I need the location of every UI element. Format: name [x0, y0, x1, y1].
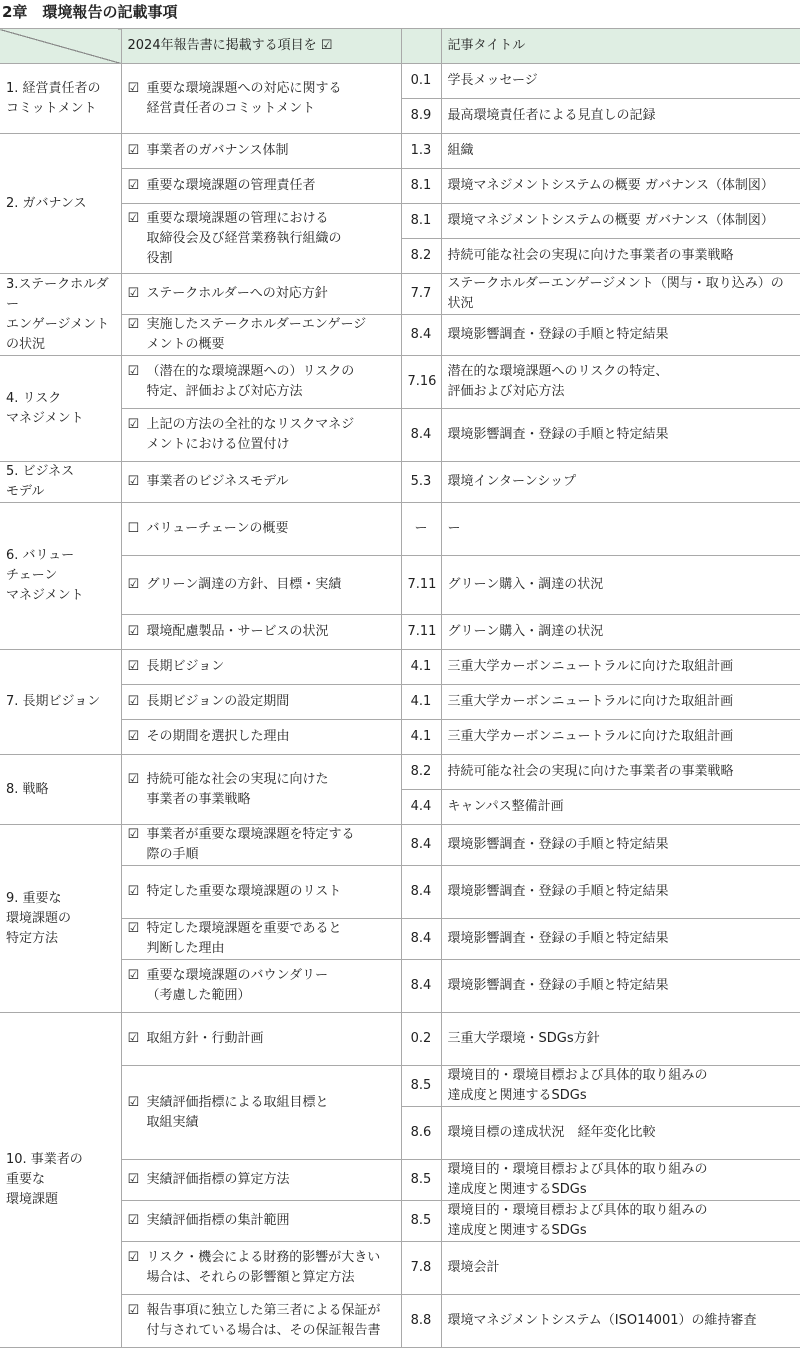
item-cell — [121, 615, 401, 650]
section-number: 7.16 — [401, 356, 441, 409]
table-row — [0, 64, 800, 99]
article-title: グリーン購入・調達の状況 — [441, 615, 800, 650]
category-cell — [0, 356, 121, 462]
item-cell — [121, 650, 401, 685]
table-body — [0, 64, 800, 1348]
item-cell — [121, 1013, 401, 1066]
category-cell — [0, 462, 121, 503]
header-corner-cell — [0, 29, 121, 64]
table-row — [0, 356, 800, 409]
section-number: 0.2 — [401, 1013, 441, 1066]
item-text: その期間を選択した理由 — [146, 729, 290, 744]
checked-checkbox-icon: ☑ — [127, 659, 140, 674]
article-title: 学長メッセージ — [441, 64, 800, 99]
article-title: 三重大学カーボンニュートラルに向けた取組計画 — [441, 685, 800, 720]
item-cell — [121, 462, 401, 503]
checked-checkbox-icon: ☑ — [127, 771, 140, 787]
category-label: 5. ビジネス モデル — [6, 464, 75, 499]
checked-checkbox-icon: ☑ — [127, 729, 140, 744]
section-number: 7.11 — [401, 556, 441, 615]
article-title: 環境目的・環境目標および具体的取り組みの 達成度と関連するSDGs — [441, 1066, 800, 1107]
item-cell — [121, 1066, 401, 1160]
article-title: 環境影響調査・登録の手順と特定結果 — [441, 866, 800, 919]
category-label: 6. バリュー チェーン マネジメント — [6, 548, 84, 603]
section-number: 4.1 — [401, 650, 441, 685]
item-cell — [121, 503, 401, 556]
item-text: 事業者が重要な環境課題を特定する 際の手順 — [146, 827, 355, 862]
item-text: 事業者のガバナンス体制 — [146, 143, 289, 158]
item-cell — [121, 960, 401, 1013]
section-number: 8.8 — [401, 1295, 441, 1348]
section-number: 8.1 — [401, 204, 441, 239]
article-title: ステークホルダーエンゲージメント（関与・取り込み）の状況 — [441, 274, 800, 315]
checked-checkbox-icon: ☑ — [127, 474, 140, 489]
table-row — [0, 134, 800, 169]
section-number: 8.4 — [401, 919, 441, 960]
article-title: 環境マネジメントシステムの概要 ガバナンス（体制図） — [441, 169, 800, 204]
section-number: 0.1 — [401, 64, 441, 99]
checked-checkbox-icon: ☑ — [127, 1250, 140, 1265]
unchecked-checkbox-icon: ☐ — [127, 521, 140, 536]
item-cell — [121, 685, 401, 720]
category-label: 7. 長期ビジョン — [6, 694, 101, 709]
section-number: 5.3 — [401, 462, 441, 503]
item-text: グリーン調達の方針、目標・実績 — [146, 577, 342, 592]
category-cell — [0, 1013, 121, 1348]
category-cell — [0, 650, 121, 755]
section-number: 8.2 — [401, 755, 441, 790]
article-title: 環境影響調査・登録の手順と特定結果 — [441, 919, 800, 960]
article-title: 三重大学カーボンニュートラルに向けた取組計画 — [441, 720, 800, 755]
article-title: 環境影響調査・登録の手順と特定結果 — [441, 315, 800, 356]
category-label: 2. ガバナンス — [6, 195, 87, 211]
checked-checkbox-icon: ☑ — [127, 921, 140, 936]
item-text: 上記の方法の全社的なリスクマネジ メントにおける位置付け — [146, 417, 355, 452]
item-cell — [121, 1295, 401, 1348]
item-cell — [121, 274, 401, 315]
item-text: 特定した環境課題を重要であると 判断した理由 — [146, 921, 342, 956]
table-row — [0, 755, 800, 790]
category-cell — [0, 274, 121, 356]
section-number: 8.9 — [401, 99, 441, 134]
checked-checkbox-icon: ☑ — [127, 178, 140, 193]
table-row — [0, 462, 800, 503]
report-items-table — [0, 28, 800, 1348]
item-cell — [121, 169, 401, 204]
article-title: 三重大学環境・SDGs方針 — [441, 1013, 800, 1066]
article-title: 持続可能な社会の実現に向けた事業者の事業戦略 — [441, 239, 800, 274]
item-cell — [121, 919, 401, 960]
item-cell — [121, 720, 401, 755]
item-text: 取組方針・行動計画 — [146, 1031, 264, 1046]
article-title: 環境目的・環境目標および具体的取り組みの 達成度と関連するSDGs — [441, 1160, 800, 1201]
category-cell — [0, 134, 121, 274]
article-title: 三重大学カーボンニュートラルに向けた取組計画 — [441, 650, 800, 685]
section-number: 7.7 — [401, 274, 441, 315]
item-text: 重要な環境課題の管理責任者 — [146, 178, 316, 193]
item-cell — [121, 356, 401, 409]
item-text: 実績評価指標の集計範囲 — [146, 1213, 290, 1228]
section-number: 8.5 — [401, 1066, 441, 1107]
article-title: ー — [441, 503, 800, 556]
section-number: 4.1 — [401, 720, 441, 755]
item-text: ステークホルダーへの対応方針 — [146, 286, 328, 301]
checked-checkbox-icon: ☑ — [127, 884, 140, 899]
checked-checkbox-icon: ☑ — [127, 1213, 140, 1228]
table-header-row — [0, 29, 800, 64]
item-text: バリューチェーンの概要 — [146, 521, 289, 536]
checked-checkbox-icon: ☑ — [127, 694, 140, 709]
item-text: 長期ビジョン — [146, 659, 225, 674]
checked-checkbox-icon: ☑ — [127, 1172, 140, 1187]
article-title: 持続可能な社会の実現に向けた事業者の事業戦略 — [441, 755, 800, 790]
item-text: リスク・機会による財務的影響が大きい 場合は、それらの影響額と算定方法 — [146, 1250, 381, 1285]
category-label: 9. 重要な 環境課題の 特定方法 — [6, 890, 72, 946]
section-number: 8.4 — [401, 825, 441, 866]
checked-checkbox-icon: ☑ — [127, 577, 140, 592]
table-row — [0, 503, 800, 556]
article-title: 環境マネジメントシステム（ISO14001）の維持審査 — [441, 1295, 800, 1348]
category-cell — [0, 64, 121, 134]
section-number: 7.11 — [401, 615, 441, 650]
item-text: 持続可能な社会の実現に向けた 事業者の事業戦略 — [146, 771, 329, 807]
category-label: 3.ステークホルダー エンゲージメント の状況 — [6, 276, 110, 352]
item-text: 重要な環境課題への対応に関する 経営責任者のコミットメント — [146, 80, 342, 116]
article-title: 環境影響調査・登録の手順と特定結果 — [441, 409, 800, 462]
item-cell — [121, 825, 401, 866]
item-cell — [121, 134, 401, 169]
checked-checkbox-icon: ☑ — [127, 1303, 140, 1318]
item-cell — [121, 866, 401, 919]
category-label: 1. 経営責任者の コミットメント — [6, 80, 101, 116]
article-title: 潜在的な環境課題へのリスクの特定、 評価および対応方法 — [441, 356, 800, 409]
article-title: 環境会計 — [441, 1242, 800, 1295]
section-number: 7.8 — [401, 1242, 441, 1295]
table-row — [0, 1013, 800, 1066]
checked-checkbox-icon: ☑ — [127, 364, 140, 379]
article-title: 環境目的・環境目標および具体的取り組みの 達成度と関連するSDGs — [441, 1201, 800, 1242]
section-number: 8.6 — [401, 1107, 441, 1160]
article-title: 環境マネジメントシステムの概要 ガバナンス（体制図） — [441, 204, 800, 239]
section-number: ー — [401, 503, 441, 556]
category-cell — [0, 825, 121, 1013]
page-title: 2章 環境報告の記載事項 — [2, 3, 178, 21]
section-number: 8.4 — [401, 960, 441, 1013]
item-text: 実績評価指標による取組目標と 取組実績 — [146, 1094, 329, 1130]
section-number: 8.5 — [401, 1201, 441, 1242]
checked-checkbox-icon: ☑ — [127, 417, 140, 432]
item-cell — [121, 755, 401, 825]
article-title: 環境目標の達成状況 経年変化比較 — [441, 1107, 800, 1160]
table-row — [0, 274, 800, 315]
header-number-column — [401, 29, 441, 64]
section-number: 8.4 — [401, 409, 441, 462]
table-row — [0, 825, 800, 866]
item-text: （潜在的な環境課題への）リスクの 特定、評価および対応方法 — [146, 364, 355, 399]
category-label: 8. 戦略 — [6, 781, 49, 797]
section-number: 1.3 — [401, 134, 441, 169]
article-title: 最高環境責任者による見直しの記録 — [441, 99, 800, 134]
item-cell — [121, 204, 401, 274]
item-text: 重要な環境課題の管理における 取締役会及び経営業務執行組織の 役割 — [146, 210, 342, 266]
checked-checkbox-icon: ☑ — [127, 827, 140, 842]
article-title: 環境インターンシップ — [441, 462, 800, 503]
section-number: 4.1 — [401, 685, 441, 720]
item-text: 実績評価指標の算定方法 — [146, 1172, 290, 1187]
section-number: 8.2 — [401, 239, 441, 274]
section-number: 8.5 — [401, 1160, 441, 1201]
checked-checkbox-icon: ☑ — [127, 317, 140, 332]
checked-checkbox-icon: ☑ — [127, 210, 140, 226]
item-cell — [121, 315, 401, 356]
category-cell — [0, 503, 121, 650]
item-text: 報告事項に独立した第三者による保証が 付与されている場合は、その保証報告書 — [146, 1303, 381, 1338]
article-title: キャンパス整備計画 — [441, 790, 800, 825]
item-cell — [121, 1160, 401, 1201]
item-cell — [121, 409, 401, 462]
category-label: 10. 事業者の 重要な 環境課題 — [6, 1152, 83, 1207]
article-title: 環境影響調査・登録の手順と特定結果 — [441, 825, 800, 866]
checked-checkbox-icon: ☑ — [127, 1094, 140, 1110]
item-cell — [121, 1201, 401, 1242]
article-title: 組織 — [441, 134, 800, 169]
article-title: グリーン購入・調達の状況 — [441, 556, 800, 615]
section-number: 8.4 — [401, 866, 441, 919]
checked-checkbox-icon: ☑ — [127, 1031, 140, 1046]
item-text: 特定した重要な環境課題のリスト — [146, 884, 342, 899]
item-text: 環境配慮製品・サービスの状況 — [146, 624, 329, 639]
checked-checkbox-icon: ☑ — [127, 968, 140, 983]
header-title-column: 記事タイトル — [441, 29, 800, 64]
item-text: 事業者のビジネスモデル — [146, 474, 289, 489]
checked-checkbox-icon: ☑ — [127, 143, 140, 158]
article-title: 環境影響調査・登録の手順と特定結果 — [441, 960, 800, 1013]
section-number: 8.1 — [401, 169, 441, 204]
header-items-column: 2024年報告書に掲載する項目を ☑ — [121, 29, 401, 64]
item-text: 長期ビジョンの設定期間 — [146, 694, 290, 709]
section-number: 4.4 — [401, 790, 441, 825]
item-cell — [121, 1242, 401, 1295]
item-text: 重要な環境課題のバウンダリー （考慮した範囲） — [146, 968, 328, 1003]
table-row — [0, 650, 800, 685]
item-cell — [121, 64, 401, 134]
category-cell — [0, 755, 121, 825]
item-cell — [121, 556, 401, 615]
checked-checkbox-icon: ☑ — [127, 80, 140, 96]
checked-checkbox-icon: ☑ — [127, 624, 140, 639]
item-text: 実施したステークホルダーエンゲージ メントの概要 — [146, 317, 367, 352]
checked-checkbox-icon: ☑ — [127, 286, 140, 301]
category-label: 4. リスク マネジメント — [6, 390, 84, 426]
section-number: 8.4 — [401, 315, 441, 356]
